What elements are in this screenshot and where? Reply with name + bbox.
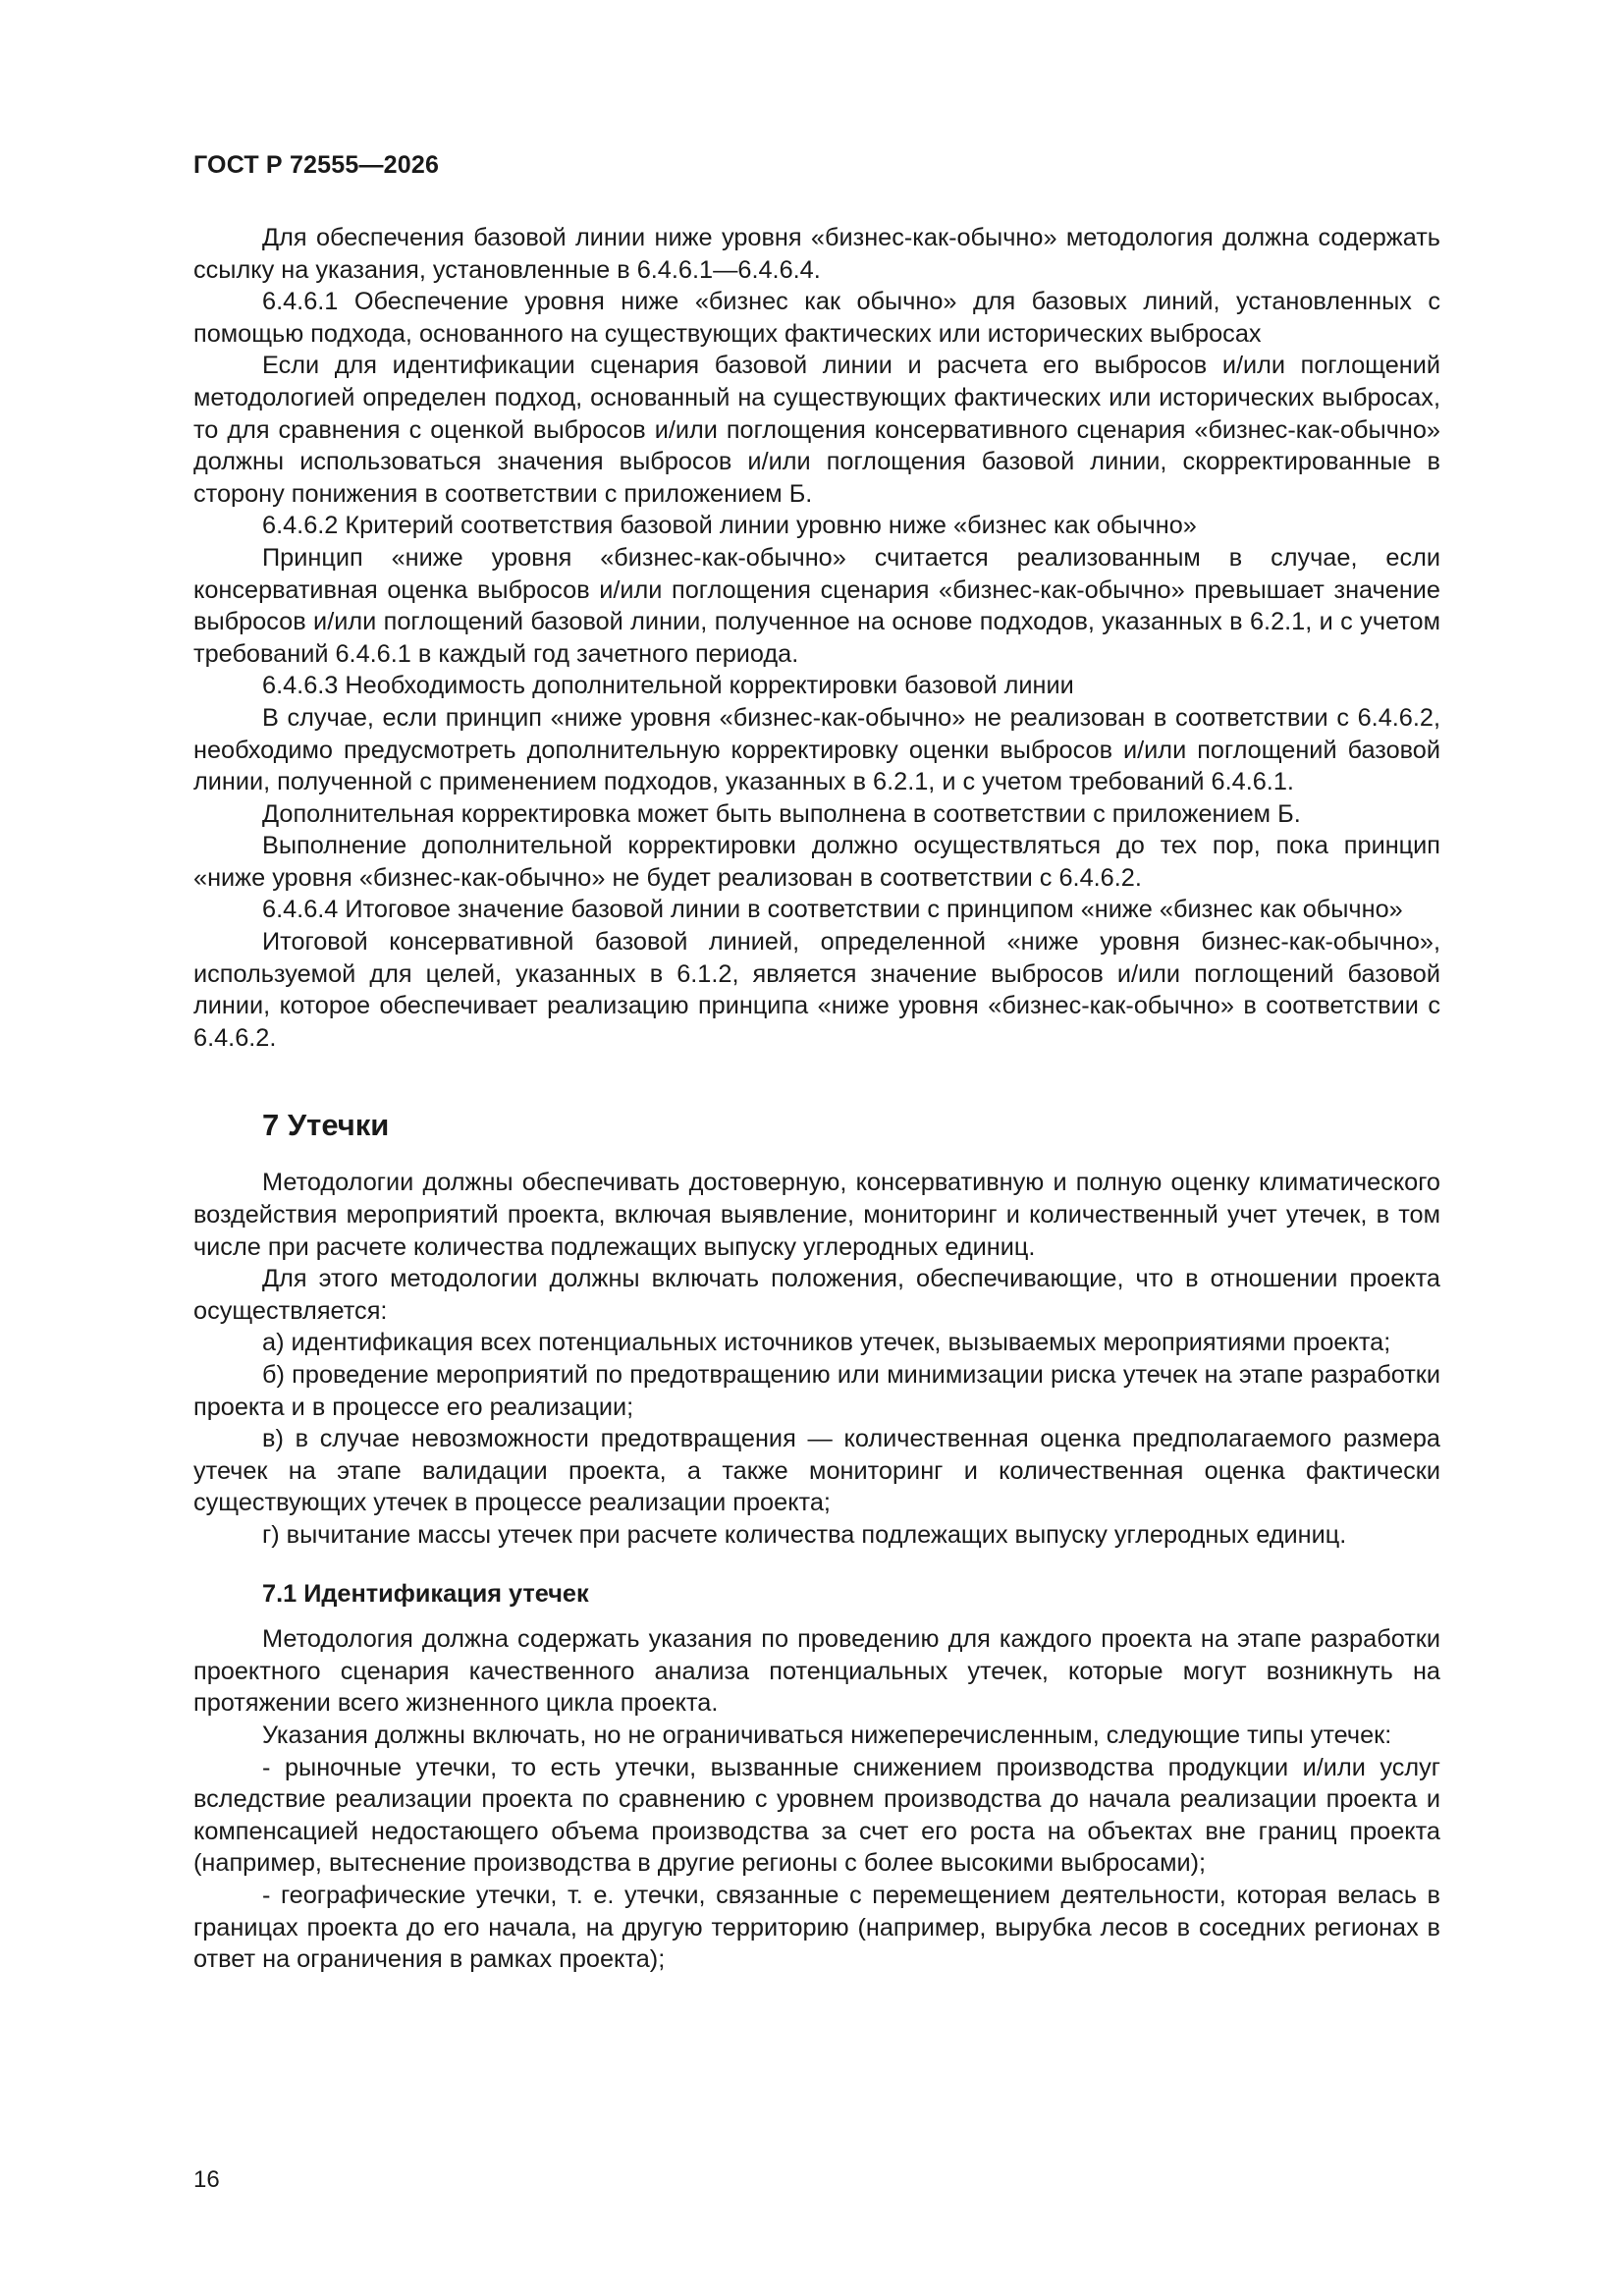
paragraph: Методологии должны обеспечивать достоверную, консервативную и полную оценку климатического воздействия мероприятий проекта, включая выявление, мониторинг и количественный учет утечек, в том числе при расчете количества подлежащих выпуску углеродных единиц. xyxy=(193,1169,1440,1261)
paragraph: В случае, если принцип «ниже уровня «бизнес-как-обычно» не реализован в соответствии с 6.4.6.2, необходимо предусмотреть дополнительную корректировку оценки выбросов и/или поглощений базовой линии, полученной с применением подходов, указанных в 6.2.1, и с учетом требований 6.4.6.1. xyxy=(193,703,1440,796)
page-number: 16 xyxy=(193,2166,220,2193)
list-item: б) проведение мероприятий по предотвращению или минимизации риска утечек на этапе разработки проекта и в процессе его реализации; xyxy=(193,1361,1440,1421)
list-item: в) в случае невозможности предотвращения — количественная оценка предполагаемого размера утечек на этапе валидации проекта, а также мониторинг и количественная оценка фактически существующих утечек в процессе реализации проекта; xyxy=(193,1425,1440,1517)
list-item: а) идентификация всех потенциальных источников утечек, вызываемых мероприятиями проекта; xyxy=(262,1329,1391,1357)
list-item: г) вычитание массы утечек при расчете количества подлежащих выпуску углеродных единиц. xyxy=(262,1520,1347,1549)
paragraph: Выполнение дополнительной корректировки должно осуществляться до тех пор, пока принцип «ниже уровня «бизнес-как-обычно» не будет реализован в соответствии с 6.4.6.2. xyxy=(193,832,1440,892)
paragraph: Итоговой консервативной базовой линией, определенной «ниже уровня бизнес-как-обычно», используемой для целей, указанных в 6.1.2, является значение выбросов и/или поглощений базовой линии, которое обеспечивает реализацию принципа «ниже уровня «бизнес-как-обычно» в соответствии с 6.4.6.2. xyxy=(193,928,1440,1052)
section-heading-7: 7 Утечки xyxy=(262,1108,390,1143)
document-header: ГОСТ Р 72555—2026 xyxy=(193,151,440,179)
clause-heading: 6.4.6.4 Итоговое значение базовой линии в соответствии с принципом «ниже «бизнес как обычно» xyxy=(262,896,1403,924)
clause-heading: 6.4.6.2 Критерий соответствия базовой линии уровню ниже «бизнес как обычно» xyxy=(262,512,1197,540)
subsection-heading-7-1: 7.1 Идентификация утечек xyxy=(262,1579,589,1608)
list-item: - географические утечки, т. е. утечки, связанные с перемещением деятельности, которая велась в границах проекта до его начала, на другую территорию (например, вырубка лесов в соседних регионах в ответ на ограничения в рамках проекта); xyxy=(193,1881,1440,1974)
list-item: - рыночные утечки, то есть утечки, вызванные снижением производства продукции и/или услуг вследствие реализации проекта по сравнению с уровнем производства до начала реализации проекта и компенсацией недостающего объема производства за счет его роста на объектах вне границ проекта (например, вытеснение производства в другие регионы с более высокими выбросами); xyxy=(193,1753,1440,1878)
paragraph: Для обеспечения базовой линии ниже уровня «бизнес-как-обычно» методология должна содержать ссылку на указания, установленные в 6.4.6.1—6.4.6.4. xyxy=(193,224,1440,284)
paragraph: Дополнительная корректировка может быть выполнена в соответствии с приложением Б. xyxy=(262,799,1301,828)
clause-heading: 6.4.6.3 Необходимость дополнительной корректировки базовой линии xyxy=(262,672,1074,700)
paragraph: Методология должна содержать указания по проведению для каждого проекта на этапе разработки проектного сценария качественного анализа потенциальных утечек, которые могут возникнуть на протяжении всего жизненного цикла проекта. xyxy=(193,1625,1440,1718)
body-text xyxy=(193,222,1440,1976)
paragraph: Указания должны включать, но не ограничиваться нижеперечисленным, следующие типы утечек: xyxy=(262,1721,1392,1749)
paragraph: Принцип «ниже уровня «бизнес-как-обычно» считается реализованным в случае, если консервативная оценка выбросов и/или поглощения сценария «бизнес-как-обычно» превышает значение выбросов и/или поглощений базовой линии, полученное на основе подходов, указанных в 6.2.1, и с учетом требований 6.4.6.1 в каждый год зачетного периода. xyxy=(193,543,1440,668)
clause-heading: 6.4.6.1 Обеспечение уровня ниже «бизнес как обычно» для базовых линий, установленных с помощью подхода, основанного на существующих фактических или исторических выбросах xyxy=(193,288,1440,348)
paragraph: Для этого методологии должны включать положения, обеспечивающие, что в отношении проекта осуществляется: xyxy=(193,1265,1440,1325)
paragraph: Если для идентификации сценария базовой линии и расчета его выбросов и/или поглощений методологией определен подход, основанный на существующих фактических или исторических выбросах, то для сравнения с оценкой выбросов и/или поглощения консервативного сценария «бизнес-как-обычно» должны использоваться значения выбросов и/или поглощения базовой линии, скорректированные в сторону понижения в соответствии с приложением Б. xyxy=(193,352,1440,508)
